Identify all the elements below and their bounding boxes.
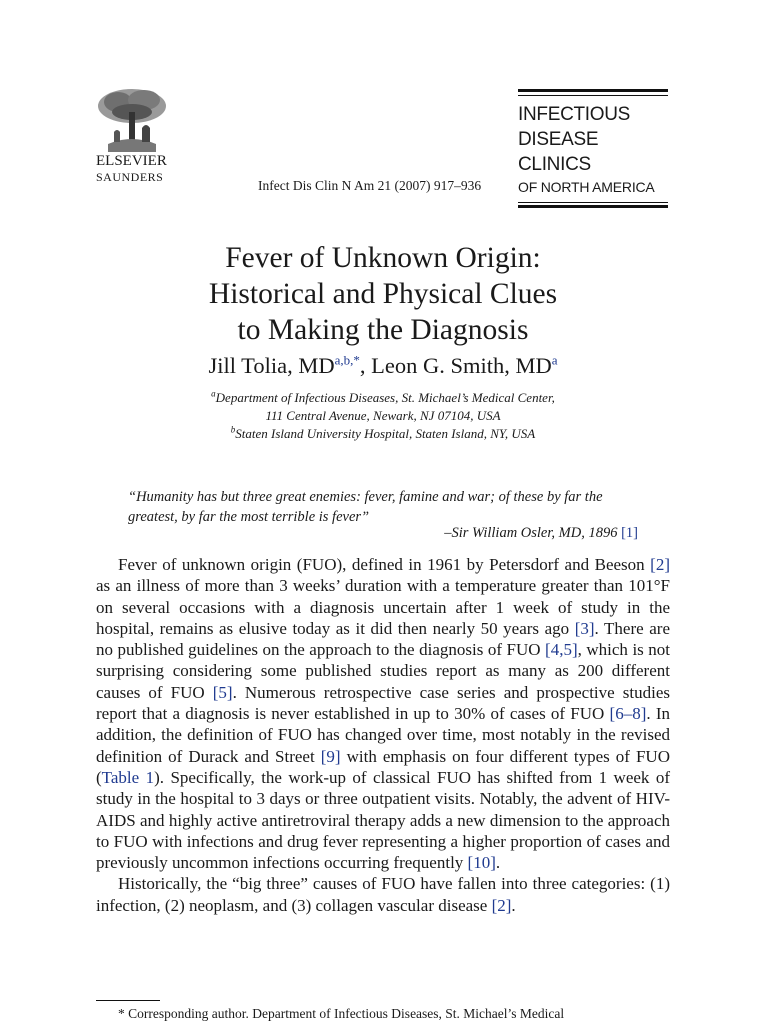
masthead-rule [518,205,668,208]
masthead-rule [518,89,668,92]
title-line: Historical and Physical Clues [208,278,558,310]
reference-link[interactable]: [4,5] [545,640,578,660]
reference-link[interactable]: [10] [467,853,496,873]
author-list [96,353,670,379]
author-affiliation-marks[interactable]: a [551,352,558,368]
affiliation-a: $^a$Department of Infectious Diseases, St. Michael’s Medical Center, [211,388,555,405]
author-name: Jill Tolia, MD [208,353,335,378]
reference-link[interactable]: [5] [212,682,233,702]
affiliation-a-address: 111 Central Avenue, Newark, NJ 07104, USA [265,408,501,423]
table-link[interactable]: Table 1 [101,767,155,787]
masthead-rule [518,202,668,203]
title-line: Fever of Unknown Origin: [225,242,541,274]
journal-name-line3: OF NORTH AMERICA [518,179,655,195]
corresponding-author-mark[interactable]: * [353,352,360,368]
reference-link[interactable]: [3] [574,618,595,638]
journal-masthead [518,89,668,208]
affiliation-b: $^b$Staten Island University Hospital, Staten Island, NY, USA [230,424,536,441]
reference-link[interactable]: [2] [650,555,670,574]
journal-name-line1: INFECTIOUS [518,104,631,125]
body-paragraph: Historically, the “big three” causes of FUO have fallen into three categories: (1) infection, (2) neoplasm, and (3) collagen vascular disease [2]. [96,874,670,915]
author-affiliation-marks[interactable]: a,b,* [334,352,360,368]
journal-citation: Infect Dis Clin N Am 21 (2007) 917–936 [258,178,482,193]
article-body [96,554,670,916]
title-line: to Making the Diagnosis [237,314,529,346]
journal-name-line2: DISEASE CLINICS [518,129,599,175]
masthead-rule [518,95,668,96]
publisher-name: ELSEVIER [96,153,167,169]
author-name: Leon G. Smith, MD [371,353,552,378]
publisher-imprint: SAUNDERS [96,170,164,184]
corresponding-author-footnote: * Corresponding author. Department of Infectious Diseases, St. Michael’s Medical [118,1006,565,1021]
article-title [96,240,670,348]
reference-link[interactable]: [9] [320,746,341,766]
reference-link[interactable]: [2] [491,895,512,915]
body-paragraph: Fever of unknown origin (FUO), defined in 1961 by Petersdorf and Beeson [2] as an illness of more than 3 weeks’ duration with a temperature greater than 101°F on several occasions with a diagnosis uncertain after 1 week of study in the hospital, remains as elusive today as it did then nearly 50 years ago [3]. There are no published guidelines on the approach to the diagnosis of FUO [4,5], which is not surprising considering some published studies report as many as 200 different causes of FUO [5]. Numerous retrospective case series and prospective studies report that a diagnosis is never established in up to 30% of cases of FUO [6–8]. In addition, the definition of FUO has changed over time, most notably in the revised definition of Durack and Street [9] with emphasis on four different types of FUO (Table 1). Specifically, the work-up of classical FUO has shifted from 1 week of study in the hospital to 3 days or three outpatient visits. Notably, the advent of HIV-AIDS and highly active antiretroviral therapy adds a new dimension to the approach to FUO with infections and drug fever representing a higher proportion of cases and previously uncommon infections occurring frequently [10]. [96,555,671,873]
reference-link[interactable]: [6–8] [609,704,647,724]
footnote-rule [96,1000,160,1001]
epigraph-attribution: –Sir William Osler, MD, 1896 [1] [444,525,638,541]
epigraph-quote: “Humanity has but three great enemies: fever, famine and war; of these by far the greatest, by far the most terrible is fever” [128,489,603,525]
reference-link[interactable]: [1] [621,525,638,541]
author-separator: , [359,353,372,378]
